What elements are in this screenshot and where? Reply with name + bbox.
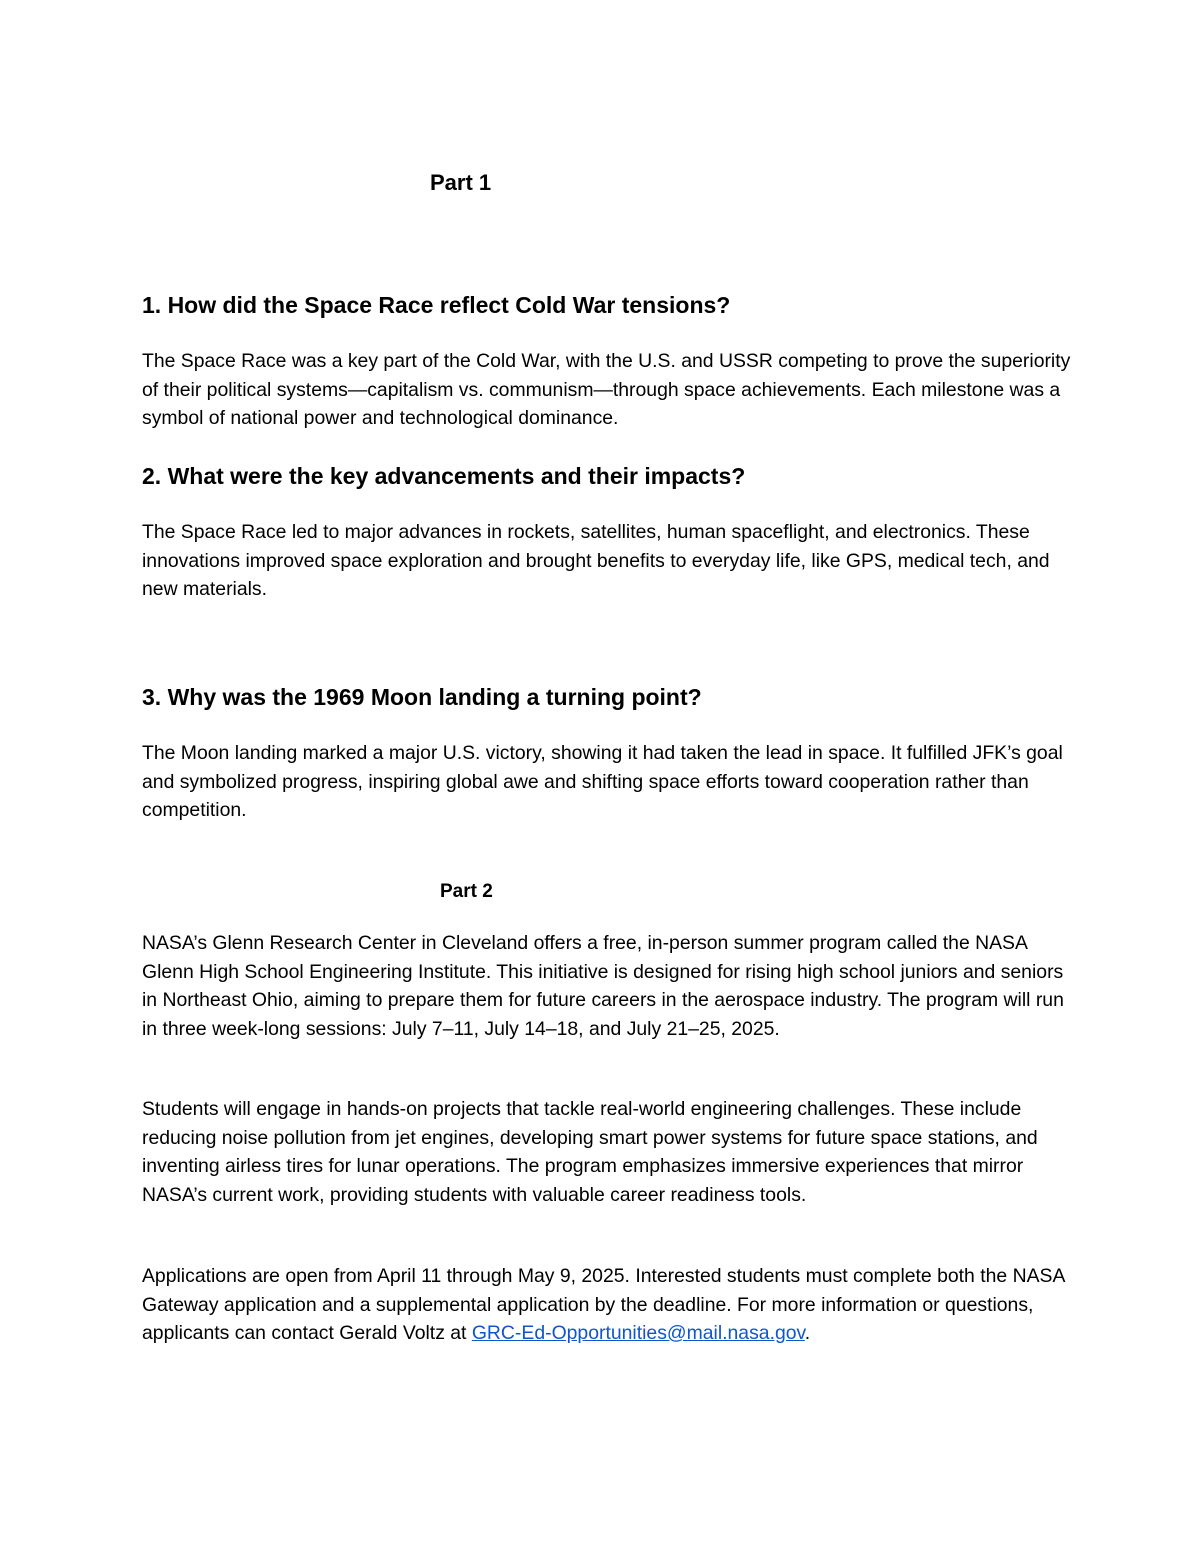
answer-3: The Moon landing marked a major U.S. victory, showing it had taken the lead in space. It fulfilled JFK’s goal and symbolized progress, inspiring global awe and shifting space efforts toward cooperation rather than competition. [142, 742, 1063, 821]
answer-2: The Space Race led to major advances in rockets, satellites, human spaceflight, and electronics. These innovations improved space exploration and brought benefits to everyday life, like GPS, medical tech, and new materials. [142, 521, 1050, 600]
part2-paragraph-3-text: Applications are open from April 11 through May 9, 2025. Interested students must complete both the NASA Gateway application and a supplemental application by the deadline. For more information or questions, applicants can contact Gerald Voltz at [142, 1265, 1065, 1344]
contact-email-link[interactable]: GRC-Ed-Opportunities@mail.nasa.gov [471, 1322, 805, 1344]
part2-paragraph-3 [142, 1262, 1072, 1348]
paragraph-3-period: . [804, 1322, 811, 1344]
question-3: 3. Why was the 1969 Moon landing a turning point? [142, 684, 702, 710]
question-1: 1. How did the Space Race reflect Cold War tensions? [142, 292, 731, 318]
answer-1: The Space Race was a key part of the Cold War, with the U.S. and USSR competing to prove the superiority of their political systems—capitalism vs. communism—through space achievements. Each milestone was a symbol of national power and technological dominance. [142, 350, 1071, 429]
part2-paragraph-1: NASA’s Glenn Research Center in Cleveland offers a free, in-person summer program called the NASA Glenn High School Engineering Institute. This initiative is designed for rising high school juniors and seniors in Northeast Ohio, aiming to prepare them for future careers in the aerospace industry. The program will run in three week-long sessions: July 7–11, July 14–18, and July 21–25, 2025. [142, 932, 1064, 1040]
question-2: 2. What were the key advancements and their impacts? [142, 463, 746, 489]
part2-paragraph-2: Students will engage in hands-on projects that tackle real-world engineering challenges. These include reducing noise pollution from jet engines, developing smart power systems for future space stations, and inventing airless tires for lunar operations. The program emphasizes immersive experiences that mirror NASA’s current work, providing students with valuable career readiness tools. [142, 1098, 1038, 1206]
part2-title: Part 2 [440, 881, 493, 902]
part1-title: Part 1 [430, 170, 492, 195]
